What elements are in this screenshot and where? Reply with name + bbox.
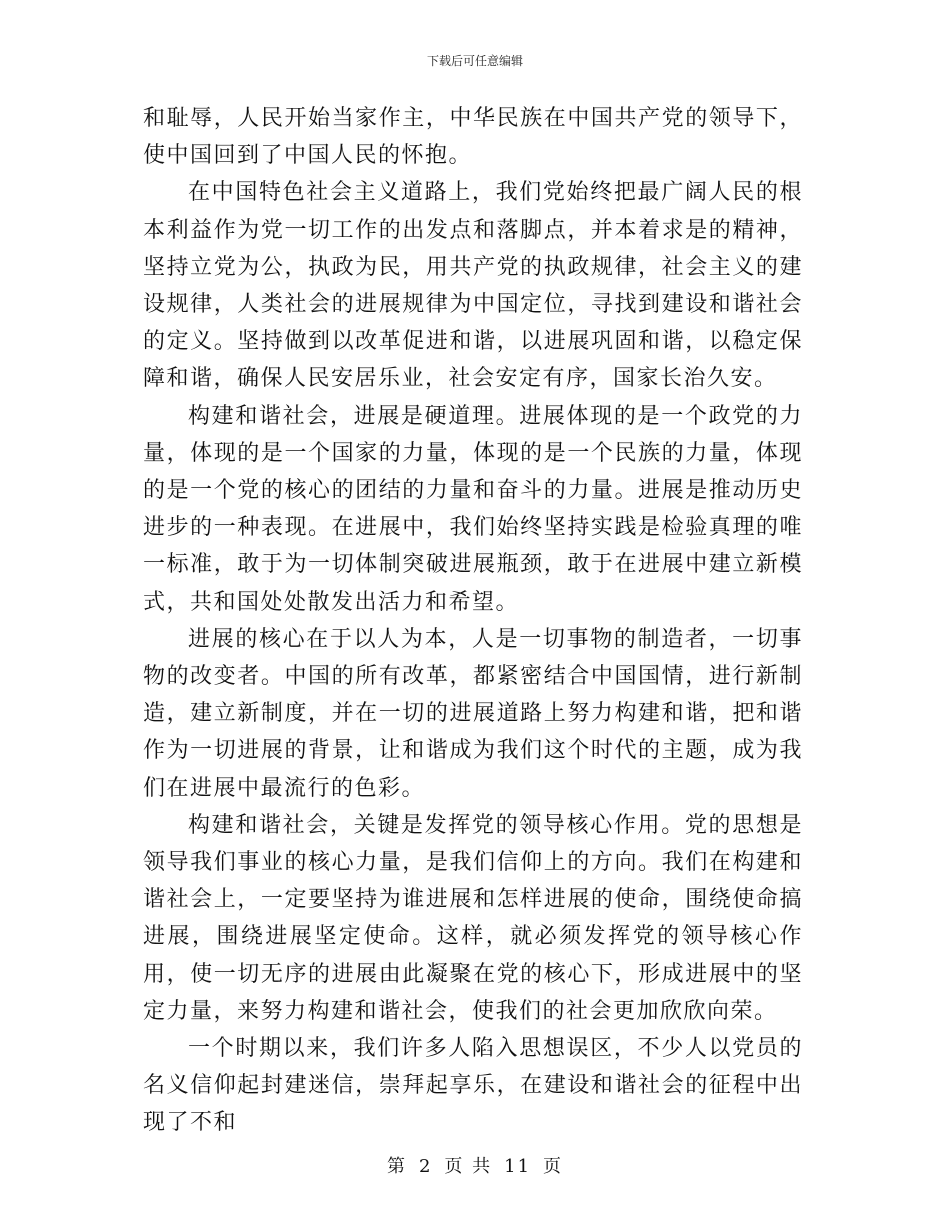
paragraph-continuation: 和耻辱，人民开始当家作主，中华民族在中国共产党的领导下，使中国回到了中国人民的怀抱。 <box>143 106 803 169</box>
document-body <box>143 100 803 1142</box>
paragraph: 构建和谐社会，关键是发挥党的领导核心作用。党的思想是领导我们事业的核心力量，是我们信仰上的方向。我们在构建和谐社会上，一定要坚持为谁进展和怎样进展的使命，围绕使命搞进展，围绕进展坚定使命。这样，就必须发挥党的领导核心作用，使一切无序的进展由此凝聚在党的核心下，形成进展中的坚定力量，来努力构建和谐社会，使我们的社会更加欣欣向荣。 <box>143 812 803 1024</box>
page-number: 2 <box>418 1156 433 1177</box>
paragraph: 进展的核心在于以人为本，人是一切事物的制造者，一切事物的改变者。中国的所有改革，都紧密结合中国国情，进行新制造，建立新制度，并在一切的进展道路上努力构建和谐，把和谐作为一切进展的背景，让和谐成为我们这个时代的主题，成为我们在进展中最流行的色彩。 <box>143 626 803 801</box>
paragraph: 一个时期以来，我们许多人陷入思想误区，不少人以党员的名义信仰起封建迷信，崇拜起享乐，在建设和谐社会的征程中出现了不和 <box>143 1036 803 1136</box>
footer-suffix: 页 <box>543 1156 564 1177</box>
page-total: 11 <box>504 1156 532 1177</box>
footer-middle: 页 共 <box>444 1156 493 1177</box>
page-header: 下载后可任意编辑 <box>426 54 523 68</box>
paragraph: 在中国特色社会主义道路上，我们党始终把最广阔人民的根本利益作为党一切工作的出发点和落脚点，并本着求是的精神，坚持立党为公，执政为民，用共产党的执政规律，社会主义的建设规律，人类社会的进展规律为中国定位，寻找到建设和谐社会的定义。坚持做到以改革促进和谐，以进展巩固和谐，以稳定保障和谐，确保人民安居乐业，社会安定有序，国家长治久安。 <box>143 180 803 392</box>
page-footer <box>0 1152 950 1178</box>
paragraph: 构建和谐社会，进展是硬道理。进展体现的是一个政党的力量，体现的是一个国家的力量，体现的是一个民族的力量，体现的是一个党的核心的团结的力量和奋斗的力量。进展是推动历史进步的一种表现。在进展中，我们始终坚持实践是检验真理的唯一标准，敢于为一切体制突破进展瓶颈，敢于在进展中建立新模式，共和国处处散发出活力和希望。 <box>143 403 803 615</box>
footer-prefix: 第 <box>386 1156 407 1177</box>
